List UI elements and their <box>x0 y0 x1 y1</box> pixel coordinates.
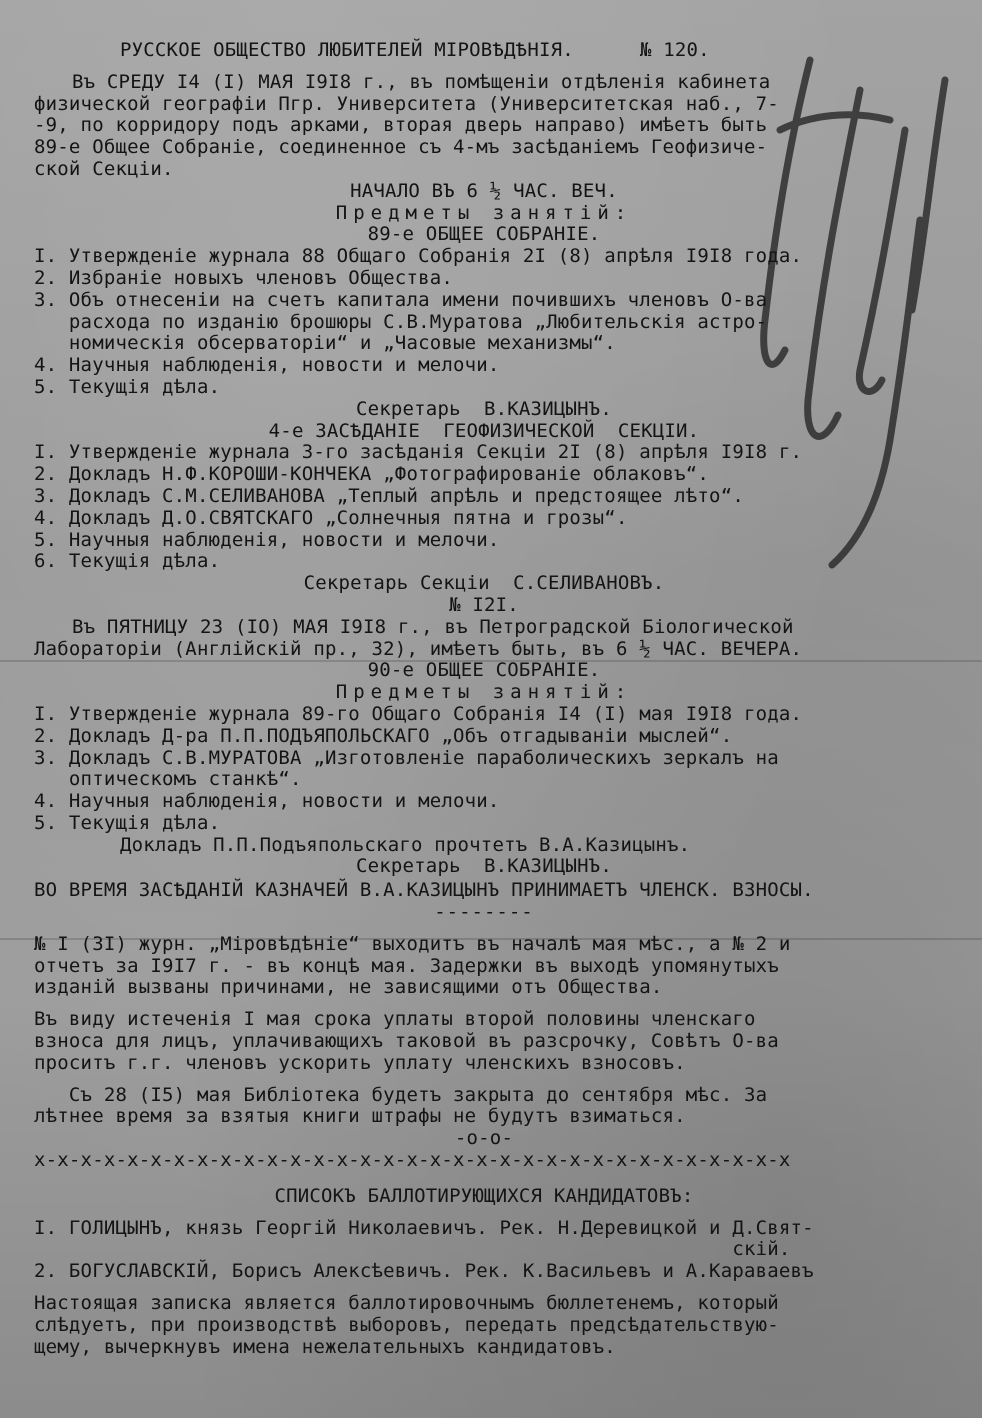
ballot-note <box>34 1293 934 1358</box>
candidates-list <box>34 1218 934 1283</box>
agenda-item: I. Утвержденiе журнала 3-го засѣданiя Секцiи 2I (8) апрѣля I9I8 г. <box>34 441 803 464</box>
agenda-item: 6. Текущiя дѣла. <box>34 550 221 573</box>
notice-line: проситъ г.г. членовъ ускорить уплату членскихъ взносовъ. <box>34 1051 686 1074</box>
agenda-item: 3. Докладъ С.М.СЕЛИВАНОВА „Теплый апрѣль и предстоящее лѣто“. <box>34 484 744 507</box>
start-time: НАЧАЛО ВЪ 6 ½ ЧАС. ВЕЧ. <box>350 179 618 202</box>
society-title: РУССКОЕ ОБЩЕСТВО ЛЮБИТЕЛЕЙ МIРОВѢДѢНIЯ. <box>120 39 574 61</box>
meeting-number: № 120. <box>639 39 710 61</box>
notice-line: Съ 28 (I5) мая Библiотека будетъ закрыта до сентября мѣс. За <box>34 1083 768 1106</box>
header-line <box>34 40 934 62</box>
agenda-item: 5. Текущiя дѣла. <box>34 811 221 834</box>
document-body <box>34 40 934 1358</box>
agenda-item: оптическомъ станкѣ“. <box>34 768 302 791</box>
candidate-entry: скiй. <box>34 1238 791 1261</box>
agenda-item: 3. Докладъ С.В.МУРАТОВА „Изготовленiе параболическихъ зеркалъ на <box>34 746 779 769</box>
intro-line: ской Секцiи. <box>34 157 174 180</box>
section-agenda-list <box>34 442 934 573</box>
notice-line: изданiй вызваны причинами, не зависящими отъ Общества. <box>34 976 663 999</box>
topics-heading: Предметы занятiй: <box>335 681 633 704</box>
agenda-item: 4. Докладъ Д.О.СВЯТСКАГО „Солнечныя пятна и грозы“. <box>34 506 628 529</box>
notice-line: Въ виду истеченiя I мая срока уплаты второй половины членскаго <box>34 1008 756 1031</box>
agenda-item: номическiя обсерваторiи“ и „Часовые механизмы“. <box>34 332 616 355</box>
agenda-list <box>34 246 934 399</box>
ballot-line: слѣдуетъ, при производствѣ выборовъ, передать предсѣдательствую- <box>34 1313 779 1336</box>
library-notice <box>34 1085 934 1129</box>
short-divider: -о-о- <box>454 1127 514 1150</box>
divider: -------- <box>434 901 534 924</box>
treasurer-note: ВО ВРЕМЯ ЗАСѢДАНIЙ КАЗНАЧЕЙ В.А.КАЗИЦЫНЪ ПРИНИМАЕТЪ ЧЛЕНСК. ВЗНОСЫ. <box>34 879 814 902</box>
agenda-item: 2. Докладъ Д-ра П.П.ПОДЪЯПОЛЬСКАГО „Объ отгадыванiи мыслей“. <box>34 724 733 747</box>
candidate-entry: 2. БОГУСЛАВСКIЙ, Борисъ Алексѣевичъ. Рек. К.Васильевъ и А.Караваевъ <box>34 1260 814 1283</box>
intro-line: физической географiи Пгр. Университета (Университетская наб., 7- <box>34 92 779 115</box>
agenda-item: I. Утвержденiе журнала 89-го Общаго Собранiя I4 (I) мая I9I8 года. <box>34 702 803 725</box>
intro-line: Въ ПЯТНИЦУ 23 (IO) МАЯ I9I8 г., въ Петроградской Бiологической <box>72 615 794 638</box>
topics-heading: Предметы занятiй: <box>335 201 633 224</box>
ballot-line: Настоящая записка является баллотировочнымъ бюллетенемъ, который <box>34 1292 779 1315</box>
intro-line: 89-е Общее Собранiе, соединенное съ 4-мъ засѣданiемъ Геофизиче- <box>34 136 768 159</box>
long-divider: х-х-х-х-х-х-х-х-х-х-х-х-х-х-х-х-х-х-х-х-х-х-х-х-х-х-х-х-х-х-х-х-х <box>34 1149 791 1172</box>
assembly-heading: 90-е ОБЩЕЕ СОБРАНIЕ. <box>367 659 601 682</box>
intro-line: -9, по корридору подъ арками, вторая дверь направо) имѣетъ быть <box>34 114 768 137</box>
assembly-heading: 89-е ОБЩЕЕ СОБРАНIЕ. <box>367 223 601 246</box>
agenda-item: 4. Научныя наблюденiя, новости и мелочи. <box>34 790 500 813</box>
notice-line: № I (3I) журн. „Мiровѣдѣнiе“ выходитъ въ началѣ мая мѣс., а № 2 и <box>34 932 791 955</box>
agenda-item: 5. Научныя наблюденiя, новости и мелочи. <box>34 528 500 551</box>
notice-line: взноса для лицъ, уплачивающихъ таковой въ разсрочку, Совѣтъ О-ва <box>34 1030 779 1053</box>
intro-line: Лабораторiи (Англiйскiй пр., 32), имѣетъ быть, въ 6 ½ ЧАС. ВЕЧЕРА. <box>34 637 803 660</box>
meeting-121-number: № I2I. <box>449 593 519 616</box>
candidate-entry: I. ГОЛИЦЫНЪ, князь Георгiй Николаевичъ. Рек. Н.Деревицкой и Д.Свят- <box>34 1216 814 1239</box>
dues-notice <box>34 1009 934 1074</box>
notice-line: лѣтнее время за взятыя книги штрафы не будутъ взиматься. <box>34 1105 686 1128</box>
agenda-item: 2. Докладъ Н.Ф.КОРОШИ-КОНЧЕКА „Фотографированiе облаковъ“. <box>34 463 710 486</box>
agenda-item: 3. Объ отнесенiи на счетъ капитала имени почившихъ членовъ О-ва <box>34 288 768 311</box>
agenda-list <box>34 704 934 835</box>
report-note: Докладъ П.П.Подъяпольскаго прочтетъ В.А.Казицынъ. <box>120 833 691 856</box>
ballot-line: щему, вычеркнувъ имена нежелательныхъ кандидатовъ. <box>34 1335 616 1358</box>
secretary-signature: Секретарь В.КАЗИЦЫНЪ. <box>355 855 613 878</box>
agenda-item: 2. Избранiе новыхъ членовъ Общества. <box>34 266 454 289</box>
journal-notice <box>34 934 934 999</box>
meeting-120-intro <box>34 72 934 181</box>
notice-line: отчетъ за I9I7 г. - въ концѣ мая. Задержки въ выходѣ упомянутыхъ <box>34 954 779 977</box>
agenda-item: 5. Текущiя дѣла. <box>34 375 221 398</box>
agenda-item: 4. Научныя наблюденiя, новости и мелочи. <box>34 354 500 377</box>
candidates-heading: СПИСОКЪ БАЛЛОТИРУЮЩИХСЯ КАНДИДАТОВЪ: <box>274 1184 694 1207</box>
secretary-signature: Секретарь В.КАЗИЦЫНЪ. <box>355 397 613 420</box>
agenda-item: I. Утвержденiе журнала 88 Общаго Собранiя 2I (8) апрѣля I9I8 года. <box>34 245 803 268</box>
agenda-item: расхода по изданiю брошюры С.В.Муратова „Любительскiя астро- <box>34 310 768 333</box>
section-secretary-signature: Секретарь Секцiи С.СЕЛИВАНОВЪ. <box>303 572 665 595</box>
section-heading: 4-е ЗАСѢДАНIЕ ГЕОФИЗИЧЕСКОЙ СЕКЦIИ. <box>268 419 700 442</box>
intro-line: Въ СРЕДУ I4 (I) МАЯ I9I8 г., въ помѣщенiи отдѣленiя кабинета <box>72 70 771 93</box>
